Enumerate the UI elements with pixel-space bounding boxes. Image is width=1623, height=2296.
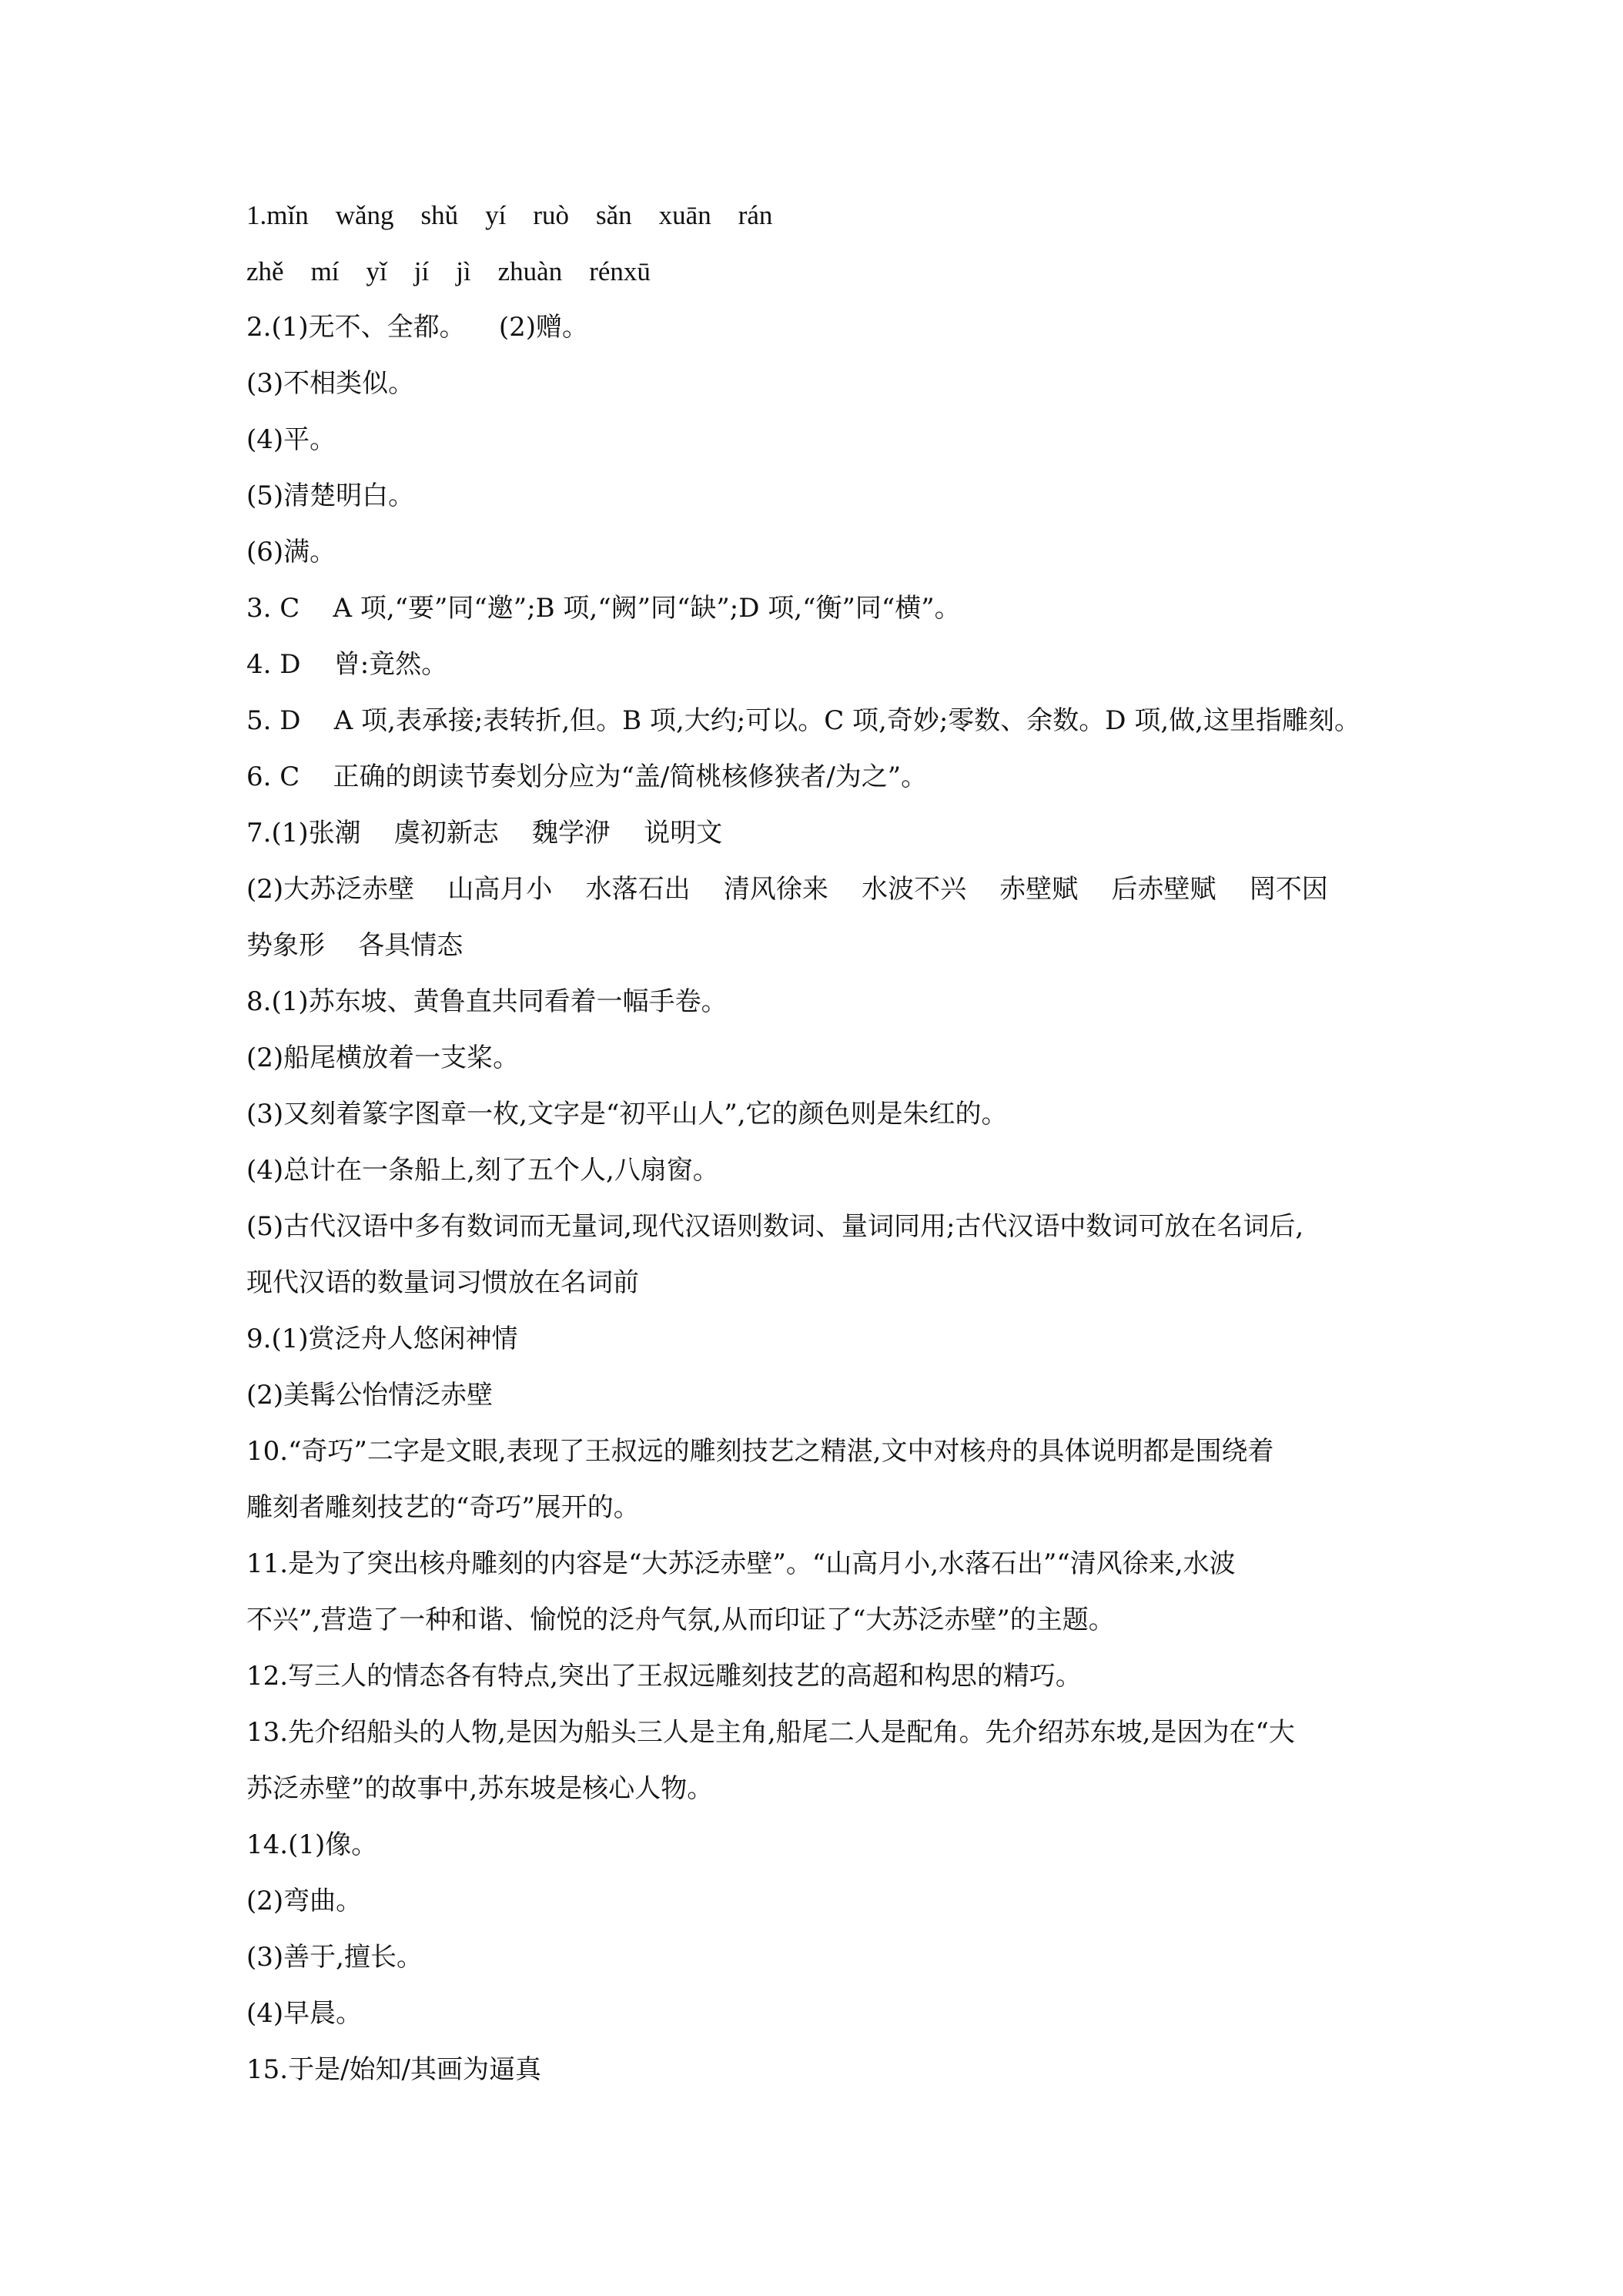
- answer-line-14-1: 14.(1)像。: [246, 1829, 378, 1860]
- answer-line-15: 15.于是/始知/其画为逼真: [246, 2054, 541, 2085]
- answer-line-2-5: (5)清楚明白。: [246, 480, 415, 511]
- answer-line-11: 11.是为了突出核舟雕刻的内容是“大苏泛赤壁”。“山高月小,水落石出”“清风徐来,水波: [246, 1548, 1236, 1579]
- answer-line-10-continued: 雕刻者雕刻技艺的“奇巧”展开的。: [246, 1492, 640, 1523]
- answer-line-8-5: (5)古代汉语中多有数词而无量词,现代汉语则数词、量词同用;古代汉语中数词可放在名词后,: [246, 1211, 1304, 1242]
- answer-line-6: 6. C 正确的朗读节奏划分应为“盖/简桃核修狭者/为之”。: [246, 761, 928, 792]
- answer-line-8-4: (4)总计在一条船上,刻了五个人,八扇窗。: [246, 1155, 719, 1186]
- answer-line-7-2: (2)大苏泛赤壁 山高月小 水落石出 清风徐来 水波不兴 赤壁赋 后赤壁赋 罔不因: [246, 874, 1328, 905]
- answer-line-9-2: (2)美髯公怡情泛赤壁: [246, 1380, 494, 1411]
- answer-line-7-1: 7.(1)张潮 虞初新志 魏学洢 说明文: [246, 818, 723, 848]
- answer-line-8-2: (2)船尾横放着一支桨。: [246, 1043, 520, 1073]
- answer-line-2-3: (3)不相类似。: [246, 368, 415, 399]
- answer-line-3: 3. C A 项,“要”同“邀”;B 项,“阙”同“缺”;D 项,“衡”同“横”。: [246, 593, 961, 624]
- answer-line-7-2-continued: 势象形 各具情态: [246, 930, 463, 961]
- answer-line-1-pinyin: 1.mǐn wǎng shǔ yí ruò sǎn xuān rán: [246, 200, 773, 230]
- answer-line-11-continued: 不兴”,营造了一种和谐、愉悦的泛舟气氛,从而印证了“大苏泛赤壁”的主题。: [246, 1605, 1115, 1635]
- answer-key-text: [246, 187, 1401, 2098]
- answer-line-2-6: (6)满。: [246, 537, 336, 567]
- answer-line-13-continued: 苏泛赤壁”的故事中,苏东坡是核心人物。: [246, 1773, 714, 1804]
- answer-line-14-4: (4)早晨。: [246, 1998, 363, 2029]
- answer-line-2: 2.(1)无不、全都。 (2)赠。: [246, 312, 588, 343]
- answer-line-4: 4. D 曾:竟然。: [246, 649, 448, 680]
- answer-line-8-3: (3)又刻着篆字图章一枚,文字是“初平山人”,它的颜色则是朱红的。: [246, 1099, 1008, 1130]
- answer-line-5: 5. D A 项,表承接;表转折,但。B 项,大约;可以。C 项,奇妙;零数、余数。D 项,做,这里指雕刻。: [246, 705, 1360, 736]
- answer-line-14-2: (2)弯曲。: [246, 1886, 363, 1916]
- answer-line-1-pinyin-continued: zhě mí yǐ jí jì zhuàn rénxū: [246, 256, 651, 286]
- answer-line-2-4: (4)平。: [246, 424, 336, 455]
- answer-line-12: 12.写三人的情态各有特点,突出了王叔远雕刻技艺的高超和构思的精巧。: [246, 1661, 1082, 1692]
- answer-line-9-1: 9.(1)赏泛舟人悠闲神情: [246, 1324, 518, 1354]
- answer-line-14-3: (3)善于,擅长。: [246, 1942, 423, 1973]
- answer-line-10: 10.“奇巧”二字是文眼,表现了王叔远的雕刻技艺之精湛,文中对核舟的具体说明都是围绕着: [246, 1436, 1274, 1467]
- answer-line-8-5-continued: 现代汉语的数量词习惯放在名词前: [246, 1267, 639, 1298]
- answer-line-13: 13.先介绍船头的人物,是因为船头三人是主角,船尾二人是配角。先介绍苏东坡,是因为在“大: [246, 1717, 1295, 1748]
- answer-line-8-1: 8.(1)苏东坡、黄鲁直共同看着一幅手卷。: [246, 986, 728, 1017]
